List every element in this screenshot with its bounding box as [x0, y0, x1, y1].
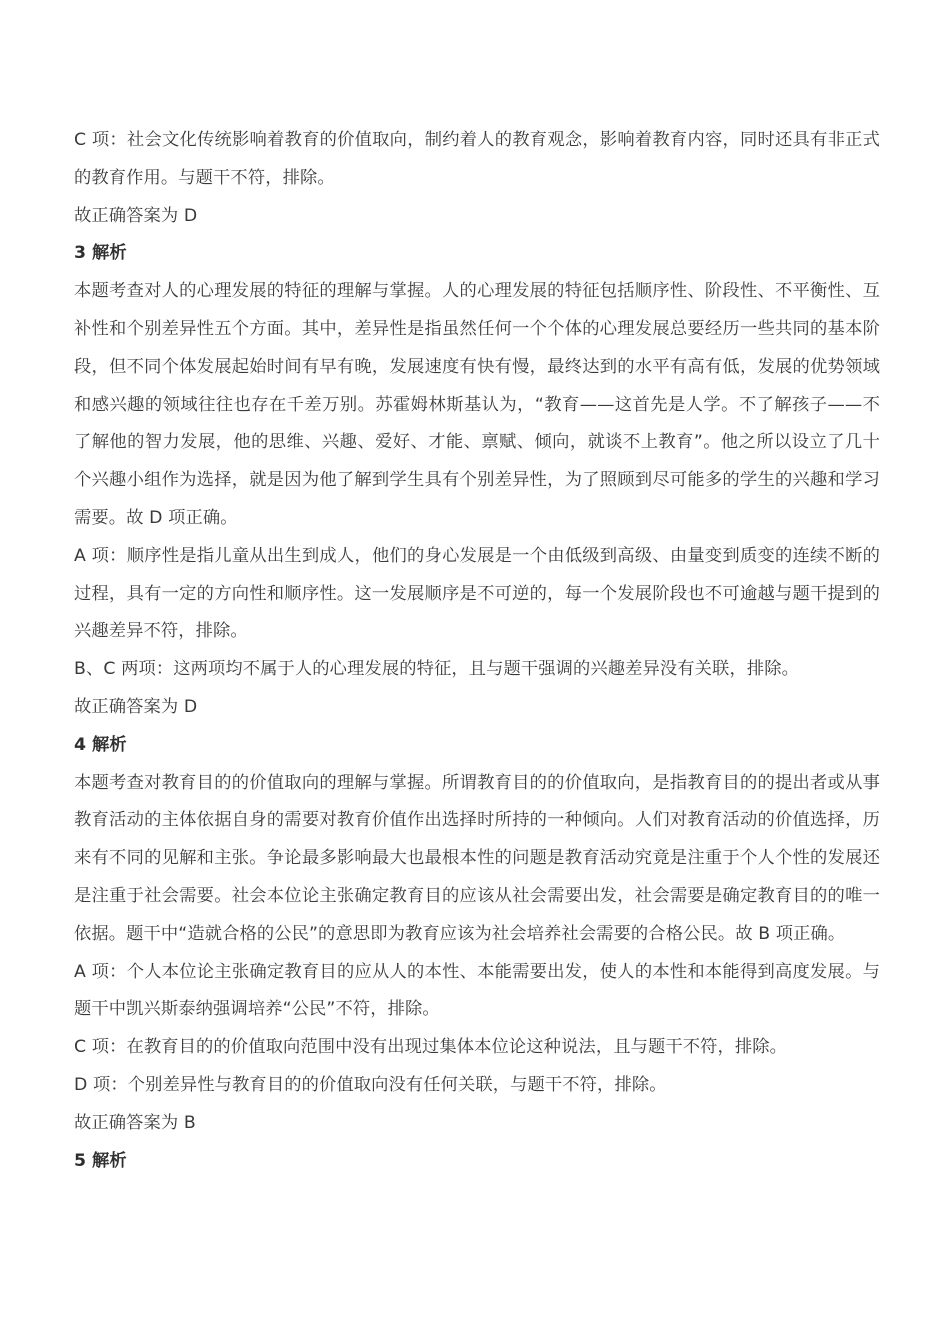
paragraph-option-d: D 项：个别差异性与教育目的的价值取向没有任何关联，与题干不符，排除。 [74, 1074, 667, 1095]
heading-analysis-4: 4 解析 [74, 734, 127, 755]
heading-analysis-3: 3 解析 [74, 243, 127, 264]
answer-line-2: 故正确答案为 D [74, 205, 198, 226]
paragraph-option-bc: B、C 两项：这两项均不属于人的心理发展的特征，且与题干强调的兴趣差异没有关联，排除。 [74, 659, 799, 680]
answer-line-4: 故正确答案为 B [74, 1112, 196, 1133]
answer-line-3: 故正确答案为 D [74, 696, 198, 717]
paragraph-option-c-collective: C 项：在教育目的的价值取向范围中没有出现过集体本位论这种说法，且与题干不符，排除。 [74, 1037, 788, 1058]
paragraph-option-a-sequence: A 项：顺序性是指儿童从出生到成人，他们的身心发展是一个由低级到高级、由量变到质变的连续不断的过程，具有一定的方向性和顺序性。这一发展顺序是不可逆的，每一个发展阶段也不可逾越与题干提到的兴趣差异不符，排除。 [74, 545, 880, 642]
paragraph-analysis-3: 本题考查对人的心理发展的特征的理解与掌握。人的心理发展的特征包括顺序性、阶段性、不平衡性、互补性和个别差异性五个方面。其中，差异性是指虽然任何一个个体的心理发展总要经历一些共同的基本阶段，但不同个体发展起始时间有早有晚，发展速度有快有慢，最终达到的水平有高有低，发展的优势领域和感兴趣的领域往往也存在千差万别。苏霍姆林斯基认为，“教育——这首先是人学。不了解孩子——不了解他的智力发展，他的思维、兴趣、爱好、才能、禀赋、倾向，就谈不上教育”。他之所以设立了几十个兴趣小组作为选择，就是因为他了解到学生具有个别差异性，为了照顾到尽可能多的学生的兴趣和学习需要。故 D 项正确。 [74, 281, 880, 528]
heading-analysis-5: 5 解析 [74, 1150, 127, 1171]
paragraph-option-a-individual: A 项：个人本位论主张确定教育目的应从人的本性、本能需要出发，使人的本性和本能得到高度发展。与题干中凯兴斯泰纳强调培养“公民”不符，排除。 [74, 961, 880, 1020]
paragraph-analysis-4: 本题考查对教育目的的价值取向的理解与掌握。所谓教育目的的价值取向，是指教育目的的提出者或从事教育活动的主体依据自身的需要对教育价值作出选择时所持的一种倾向。人们对教育活动的价值选择，历来有不同的见解和主张。争论最多影响最大也最根本性的问题是教育活动究竟是注重于个人个性的发展还是注重于社会需要。社会本位论主张确定教育目的应该从社会需要出发，社会需要是确定教育目的的唯一依据。题干中“造就合格的公民”的意思即为教育应该为社会培养社会需要的合格公民。故 B 项正确。 [74, 772, 880, 944]
document-page [74, 122, 880, 1180]
paragraph-option-c-culture: C 项：社会文化传统影响着教育的价值取向，制约着人的教育观念，影响着教育内容，同时还具有非正式的教育作用。与题干不符，排除。 [74, 130, 880, 188]
